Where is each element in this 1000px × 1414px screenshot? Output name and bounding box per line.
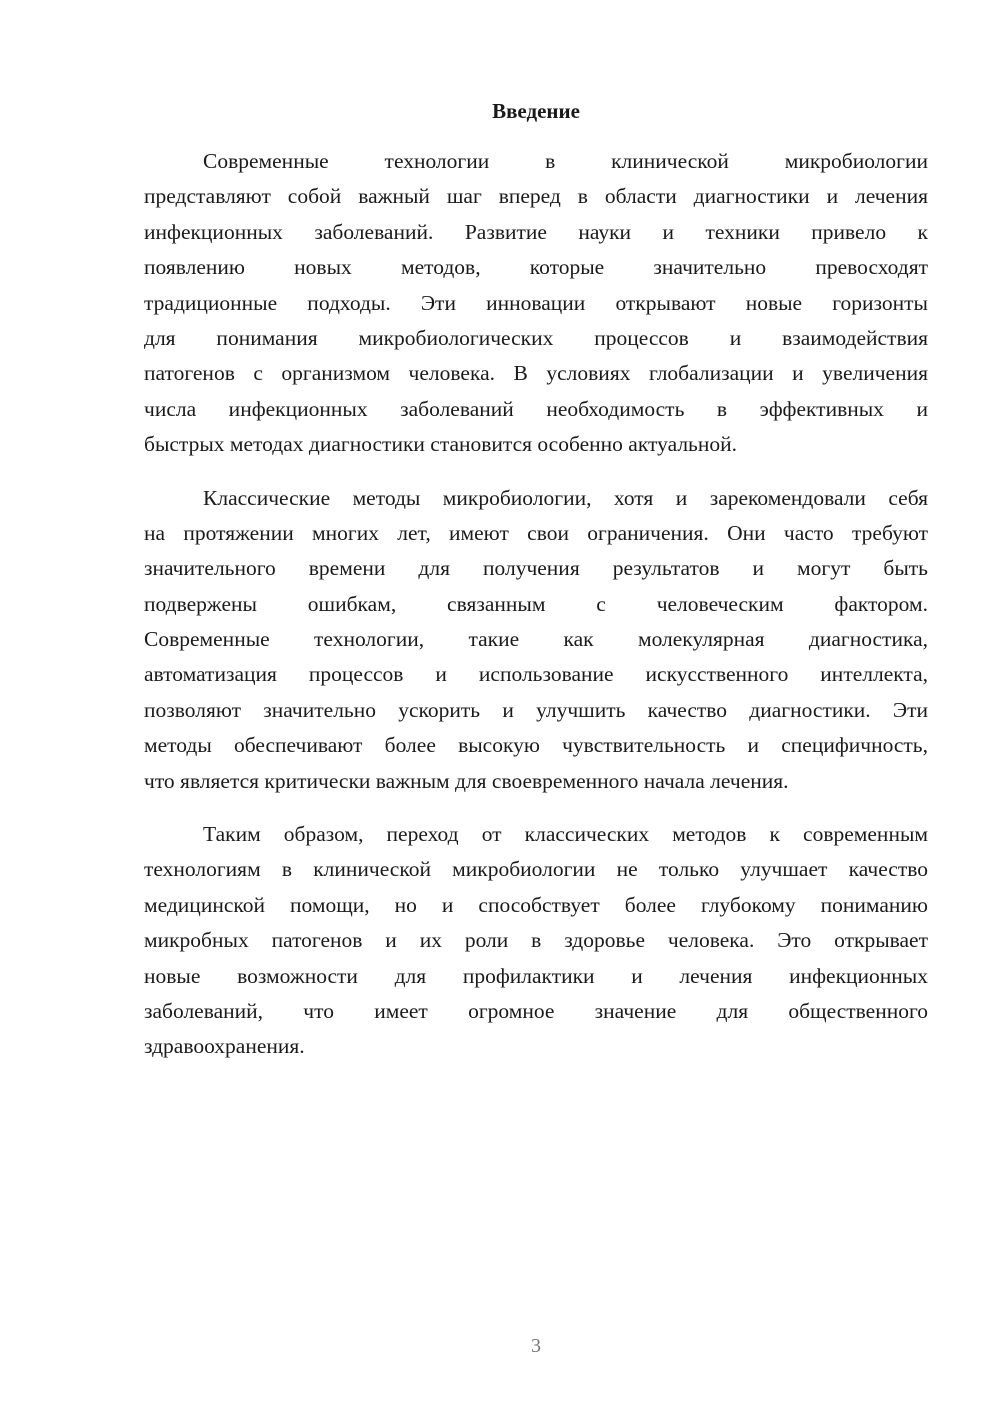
paragraph-line: инфекционных заболеваний. Развитие науки и техники привело к	[144, 219, 928, 244]
paragraph-line: для понимания микробиологических процессов и взаимодействия	[144, 325, 928, 350]
paragraph-line: методы обеспечивают более высокую чувствительность и специфичность,	[144, 733, 928, 758]
paragraph-line: на протяжении многих лет, имеют свои ограничения. Они часто требуют	[144, 520, 928, 545]
paragraph-line: подвержены ошибкам, связанным с человеческим фактором.	[144, 591, 928, 616]
paragraph-2	[144, 481, 928, 800]
paragraph-line: Современные технологии в клинической микробиологии	[203, 149, 928, 173]
paragraph-line: Таким образом, переход от классических методов к современным	[203, 822, 928, 847]
paragraph-3	[144, 817, 928, 1065]
paragraph-line: позволяют значительно ускорить и улучшить качество диагностики. Эти	[144, 697, 928, 722]
section-heading: Введение	[492, 99, 580, 123]
paragraph-line: числа инфекционных заболеваний необходимость в эффективных и	[144, 396, 928, 421]
paragraph-line: представляют собой важный шаг вперед в области диагностики и лечения	[144, 184, 928, 209]
paragraph-1	[144, 144, 928, 463]
paragraph-line: технологиям в клинической микробиологии не только улучшает качество	[144, 857, 928, 882]
paragraph-line: заболеваний, что имеет огромное значение для общественного	[144, 998, 928, 1023]
paragraph-line: микробных патогенов и их роли в здоровье человека. Это открывает	[144, 928, 928, 953]
paragraph-line: традиционные подходы. Эти инновации открывают новые горизонты	[144, 290, 928, 315]
page-number: 3	[531, 1335, 541, 1357]
paragraph-line: что является критически важным для своевременного начала лечения.	[144, 768, 789, 793]
paragraph-line: патогенов с организмом человека. В условиях глобализации и увеличения	[144, 361, 928, 386]
paragraph-line: значительного времени для получения результатов и могут быть	[144, 556, 928, 581]
paragraph-line: автоматизация процессов и использование искусственного интеллекта,	[144, 662, 928, 687]
paragraph-line: быстрых методах диагностики становится особенно актуальной.	[144, 432, 737, 457]
page-content	[144, 92, 928, 1083]
paragraph-line: здравоохранения.	[144, 1034, 305, 1059]
paragraph-line: появлению новых методов, которые значительно превосходят	[144, 255, 928, 280]
paragraph-line: Классические методы микробиологии, хотя и зарекомендовали себя	[203, 485, 928, 510]
paragraph-line: Современные технологии, такие как молекулярная диагностика,	[144, 627, 928, 652]
paragraph-line: медицинской помощи, но и способствует более глубокому пониманию	[144, 892, 928, 917]
paragraph-line: новые возможности для профилактики и лечения инфекционных	[144, 963, 928, 988]
